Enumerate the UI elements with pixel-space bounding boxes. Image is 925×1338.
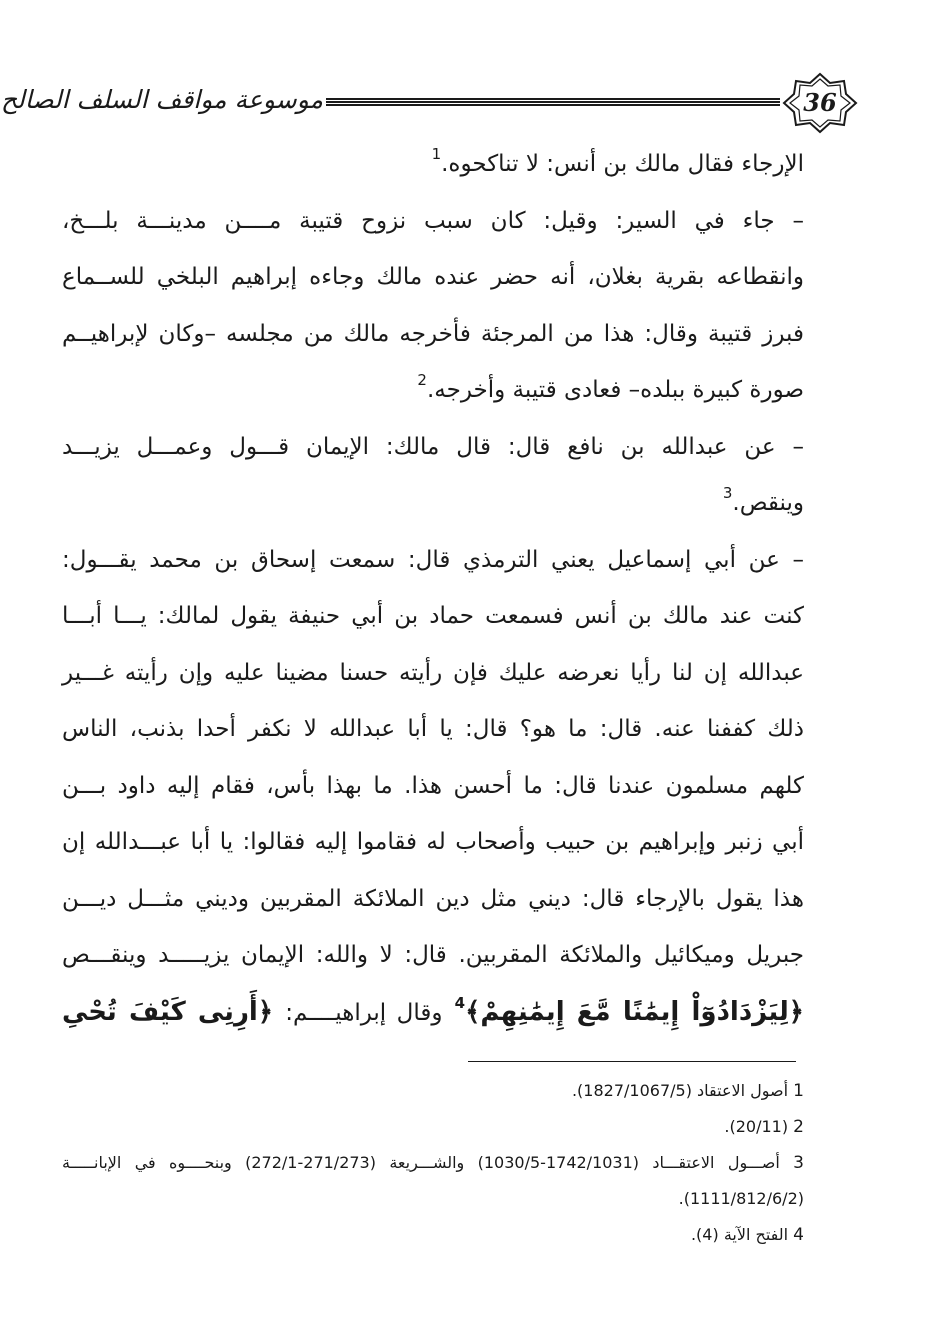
footnote-ref: 2 (417, 371, 427, 389)
footnote-ref: 1 (431, 145, 442, 163)
footnote-text: (1111/812/6/2). (678, 1189, 804, 1208)
text-line: عبدالله إن لنا رأيا نعرضه عليك فإن رأيته حسنا مضينا عليه وإن رأيته غـــير (62, 659, 804, 686)
text-line: كلهم مسلمون عندنا قال: ما أحسن هذا. ما بهذا بأس، فقام إليه داود بـــن (62, 772, 804, 799)
text-line: أبي زنبر وإبراهيم بن حبيب وأصحاب له فقاموا إليه فقالوا: يا أبا عبـــدالله إن (62, 829, 804, 855)
quran-verse: ﴿أَرِنِى كَيْفَ تُحْىِ (62, 996, 274, 1027)
footnote-number: 1 (793, 1081, 804, 1101)
text-segment: صورة كبيرة ببلده– فعادى قتيبة وأخرجه. (426, 377, 804, 403)
page-number: 36 (803, 88, 837, 117)
footnote (62, 1181, 804, 1217)
footnote-number: 4 (793, 1225, 804, 1245)
footnote-number: 3 (793, 1153, 804, 1173)
text-line: ذلك كففنا عنه. قال: ما هو؟ قال: يا أبا عبدالله لا نكفر أحدا بذنب، الناس (62, 716, 804, 742)
footnote (62, 1217, 804, 1253)
text-line: هذا يقول بالإرجاء قال: ديني مثل دين الملائكة المقربين وديني مثـــل ديـــن (62, 885, 804, 912)
text-line: – عن عبدالله بن نافع قال: قال مالك: الإيمان قـــول وعمـــل يزيـــد (62, 433, 804, 460)
header-rule (326, 98, 780, 106)
text-segment: الإرجاء فقال مالك بن أنس: لا تناكحوه. (441, 151, 804, 177)
footnote-text: أصول الاعتقاد (1827/1067/5). (571, 1081, 789, 1100)
footnotes (62, 1073, 804, 1253)
text-line: كنت عند مالك بن أنس فسمعت حماد بن أبي حنيفة يقول لمالك: يـــا أبـــا (62, 603, 804, 629)
main-text (62, 136, 804, 1041)
text-line (62, 362, 804, 419)
footnote-text: الفتح الآية (4). (690, 1225, 789, 1244)
book-title: موسوعة مواقف السلف الصالح (0, 85, 323, 114)
text-segment: وقال إبراهيــــم: (285, 999, 443, 1026)
text-line: وانقطاعه بقرية بغلان، أنه حضر عنده مالك وجاءه إبراهيم البلخي للســماع (62, 264, 804, 290)
text-line: – جاء في السير: وقيل: كان سبب نزوح قتيبة مــــن مدينـــة بلـــخ، (62, 207, 804, 234)
footnote (62, 1145, 804, 1181)
footnote-separator (468, 1061, 796, 1062)
text-line (62, 136, 804, 193)
text-line: – عن أبي إسماعيل يعني الترمذي قال: سمعت إسحاق بن محمد يقـــول: (62, 546, 804, 573)
quran-verse: ﴿لِيَزْدَادُوٓاْ إِيمَٰنًا مَّعَ إِيمَٰنِهِمْ﴾ (465, 996, 804, 1027)
text-line (62, 475, 804, 532)
footnote-ref: 3 (722, 484, 733, 502)
footnote-ref: 4 (454, 993, 466, 1012)
text-segment: وينقص. (732, 490, 804, 516)
footnote (62, 1073, 804, 1109)
footnote (62, 1109, 804, 1145)
text-line: جبريل وميكائيل والملائكة المقربين. قال: لا والله: الإيمان يزيـــــد وينقـــص (62, 942, 804, 968)
footnote-number: 2 (793, 1117, 804, 1137)
text-line: فبرز قتيبة وقال: هذا من المرجئة فأخرجه مالك من مجلسه –وكان لإبراهيــم (62, 320, 804, 347)
page-number-badge (782, 72, 858, 134)
quran-line (62, 984, 804, 1042)
running-header (0, 72, 872, 134)
footnote-text: (20/11). (724, 1117, 789, 1136)
footnote-text: أصـــول الاعتقـــاد (1742/1031-1030/5) والشـــريعة (271/273-272/1) وبنحــــوه في الإبانـــــة (62, 1153, 780, 1172)
